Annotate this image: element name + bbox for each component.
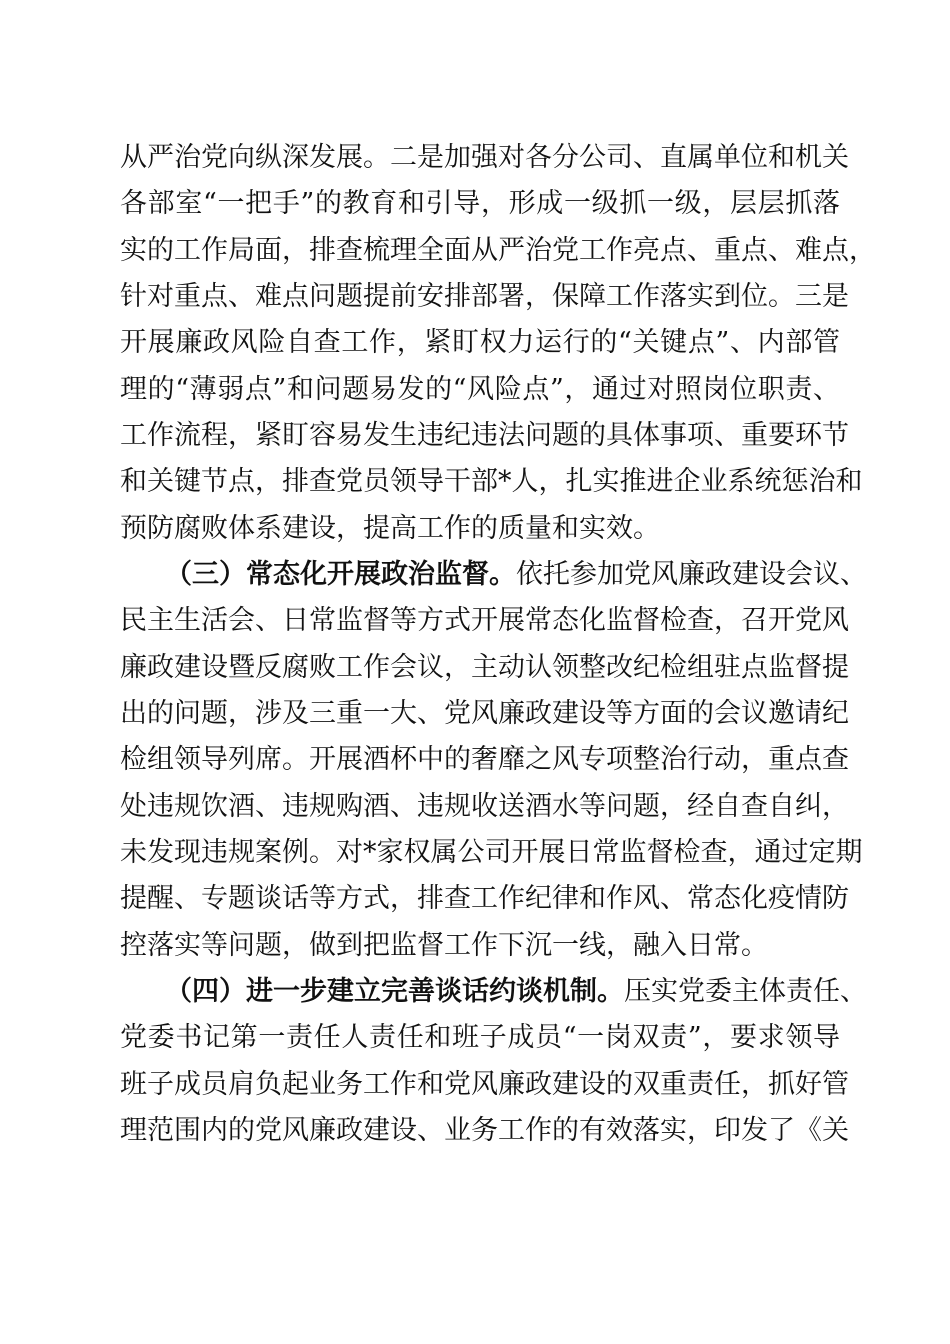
paragraph-line: 班子成员肩负起业务工作和党风廉政建设的双重责任，抓好管: [120, 1069, 849, 1100]
paragraph-line: 未发现违规案例。对*家权属公司开展日常监督检查，通过定期: [120, 837, 863, 868]
paragraph-line: 实的工作局面，排查梳理全面从严治党工作亮点、重点、难点，: [120, 235, 876, 266]
paragraph-line: 检组领导列席。开展酒杯中的奢靡之风专项整治行动，重点查: [120, 744, 849, 775]
paragraph-line: 理的“薄弱点”和问题易发的“风险点”，通过对照岗位职责、: [120, 374, 840, 405]
paragraph-line: 民主生活会、日常监督等方式开展常态化监督检查，召开党风: [120, 605, 849, 636]
paragraph-line: 理范围内的党风廉政建设、业务工作的有效落实，印发了《关: [120, 1115, 849, 1146]
paragraph-line: 从严治党向纵深发展。二是加强对各分公司、直属单位和机关: [120, 142, 849, 173]
paragraph-line: 和关键节点，排查党员领导干部*人，扎实推进企业系统惩治和: [120, 466, 863, 497]
paragraph-line: 提醒、专题谈话等方式，排查工作纪律和作风、常态化疫情防: [120, 883, 849, 914]
paragraph-line: 工作流程，紧盯容易发生违纪违法问题的具体事项、重要环节: [120, 420, 849, 451]
paragraph-line: 预防腐败体系建设，提高工作的质量和实效。: [120, 513, 660, 544]
paragraph-line: 党委书记第一责任人责任和班子成员“一岗双责”，要求领导: [120, 1022, 840, 1053]
paragraph-line: 开展廉政风险自查工作，紧盯权力运行的“关键点”、内部管: [120, 327, 840, 358]
paragraph-line: 廉政建设暨反腐败工作会议，主动认领整改纪检组驻点监督提: [120, 652, 849, 683]
section-heading: （三）常态化开展政治监督。: [165, 559, 516, 590]
paragraph-line: 控落实等问题，做到把监督工作下沉一线，融入日常。: [120, 930, 768, 961]
paragraph-line: 各部室“一把手”的教育和引导，形成一级抓一级，层层抓落: [120, 188, 840, 219]
paragraph-line: 出的问题，涉及三重一大、党风廉政建设等方面的会议邀请纪: [120, 698, 849, 729]
section-heading: （四）进一步建立完善谈话约谈机制。: [165, 976, 624, 1007]
section-heading-line: [165, 552, 867, 598]
paragraph-line: 针对重点、难点问题提前安排部署，保障工作落实到位。三是: [120, 281, 849, 312]
paragraph-text: 压实党委主体责任、: [624, 976, 867, 1007]
paragraph-text: 依托参加党风廉政建设会议、: [516, 559, 867, 590]
paragraph-line: 处违规饮酒、违规购酒、违规收送酒水等问题，经自查自纠，: [120, 791, 849, 822]
section-heading-line: [165, 969, 867, 1015]
